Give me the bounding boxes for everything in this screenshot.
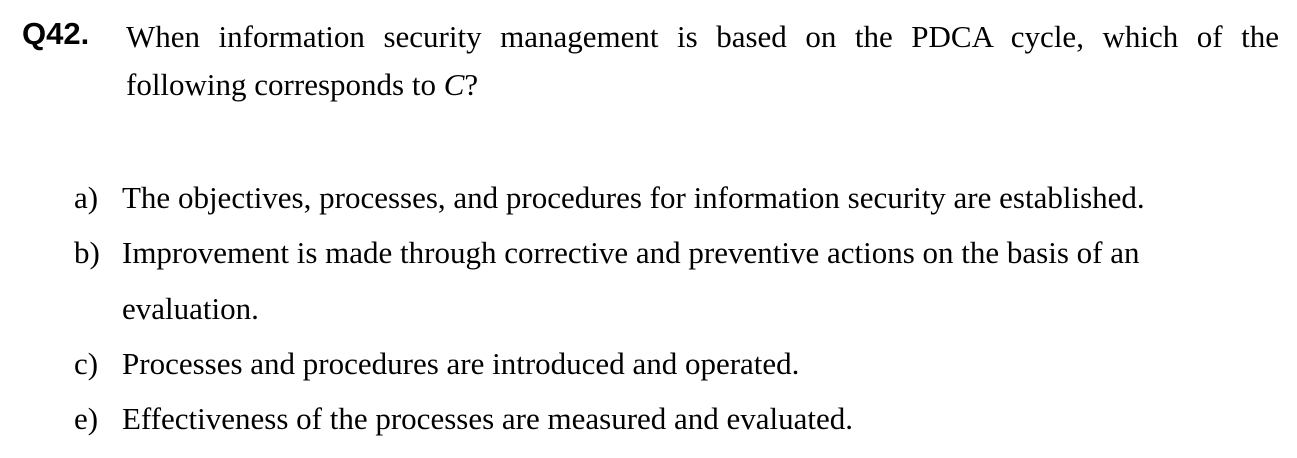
option-a-letter: a)	[74, 180, 99, 215]
question-stem-line-1: When information security management is based on the PDCA cycle, which of the	[126, 19, 1279, 54]
option-a-text: The objectives, processes, and procedures for information security are established.	[122, 180, 1145, 215]
question-stem-suffix: ?	[464, 67, 479, 102]
option-b-text-line-1: Improvement is made through corrective and preventive actions on the basis of an	[122, 235, 1140, 270]
question-stem-prefix: following corresponds to	[126, 67, 444, 102]
option-c-letter: c)	[74, 346, 99, 381]
option-b-text-line-2: evaluation.	[122, 291, 259, 326]
question-stem-line-2	[126, 61, 1279, 109]
option-c-text: Processes and procedures are introduced and operated.	[122, 346, 800, 381]
option-e-text: Effectiveness of the processes are measured and evaluated.	[122, 401, 854, 436]
option-e-letter: e)	[74, 401, 99, 436]
question-stem-italic-c: C	[443, 67, 465, 102]
option-b-letter: b)	[74, 235, 100, 270]
question-number: Q42.	[22, 16, 90, 51]
question-stem	[126, 13, 1279, 109]
